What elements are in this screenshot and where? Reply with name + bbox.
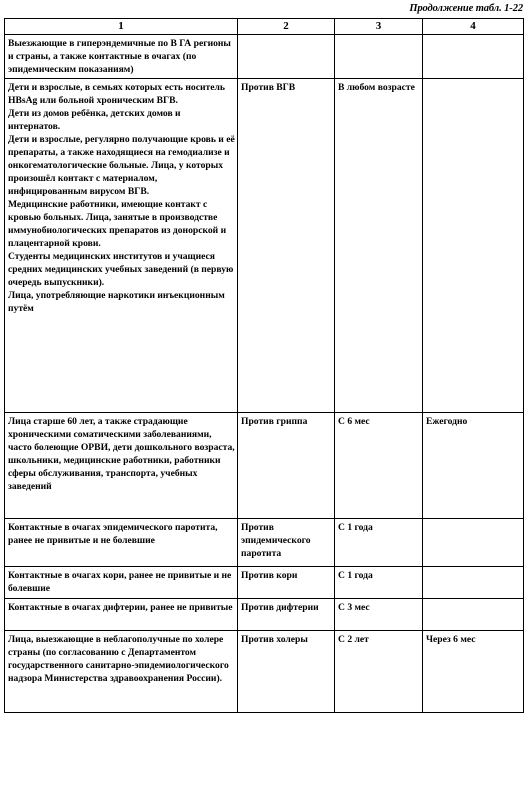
table-cell: [335, 79, 423, 413]
cell-text: Против эпидемического паротита: [241, 522, 311, 559]
column-header-3: 3: [335, 19, 423, 35]
cell-text: Через 6 мес: [426, 634, 476, 645]
column-header-2: 2: [238, 19, 335, 35]
table-cell: [423, 35, 524, 79]
table-cell: [5, 631, 238, 713]
cell-text: С 1 года: [338, 522, 373, 533]
table-cell: [423, 599, 524, 631]
table-row: [5, 631, 524, 713]
table-cell: [423, 631, 524, 713]
table-cell: [335, 599, 423, 631]
table-row: [5, 519, 524, 567]
table-row: [5, 413, 524, 519]
table-cell: [5, 599, 238, 631]
table-cell: [335, 35, 423, 79]
cell-text: Против кори: [241, 570, 298, 581]
vaccination-table: [4, 18, 524, 713]
column-header-4: 4: [423, 19, 524, 35]
cell-text: С 2 лет: [338, 634, 369, 645]
table-cell: [5, 79, 238, 413]
table-cell: [423, 79, 524, 413]
cell-text: С 3 мес: [338, 602, 370, 613]
table-caption: Продолжение табл. 1-22: [409, 3, 523, 14]
table-cell: [335, 567, 423, 599]
table-row: [5, 599, 524, 631]
cell-text: Против дифтерии: [241, 602, 319, 613]
table-cell: [423, 519, 524, 567]
cell-text: С 1 года: [338, 570, 373, 581]
table-cell: [335, 413, 423, 519]
table-cell: [5, 567, 238, 599]
table-cell: [238, 519, 335, 567]
table-cell: [238, 599, 335, 631]
cell-text: Против ВГВ: [241, 82, 296, 93]
table-cell: [238, 79, 335, 413]
cell-text: В любом возрасте: [338, 82, 415, 93]
table-cell: [335, 519, 423, 567]
cell-text: Контактные в очагах дифтерии, ранее не привитые: [8, 602, 233, 613]
table-cell: [5, 35, 238, 79]
table-cell: [5, 519, 238, 567]
table-cell: [238, 35, 335, 79]
table-row: [5, 567, 524, 599]
cell-text: Ежегодно: [426, 416, 468, 427]
cell-text: Лица, выезжающие в неблагополучные по холере страны (по согласованию с Департаментом государственного санитарно-эпидемиологического надзора Министерства здравоохранения России).: [8, 634, 229, 684]
table-cell: [5, 413, 238, 519]
table-row: [5, 79, 524, 413]
table-cell: [423, 413, 524, 519]
cell-text: Выезжающие в гиперэндемичные по В ГА регионы и страны, а также контактные в очагах (по эпидемическим показаниям): [8, 38, 231, 75]
header-row: [5, 19, 524, 35]
column-header-1: 1: [5, 19, 238, 35]
cell-text: Дети и взрослые, в семьях которых есть носитель HBsAg или больной хроническим ВГВ. Дети из домов ребёнка, детских домов и интернатов. Дети и взрослые, регулярно получающие кровь и её препараты, а также находящиеся на гемодиализе и онкогематологические больные. Лица, у которых произошёл контакт с материалом, инфицированным вирусом ВГВ. Медицинские работники, имеющие контакт с кровью больных. Лица, занятые в производстве иммунобиологических препаратов из донорской и плацентарной крови. Студенты медицинских институтов и учащиеся средних медицинских учебных заведений (в первую очередь выпускники). Лица, употребляющие наркотики инъекционным путём: [8, 82, 235, 314]
table-cell: [423, 567, 524, 599]
cell-text: Контактные в очагах кори, ранее не привитые и не болевшие: [8, 570, 232, 594]
table-cell: [238, 567, 335, 599]
cell-text: С 6 мес: [338, 416, 370, 427]
table-cell: [335, 631, 423, 713]
cell-text: Против холеры: [241, 634, 308, 645]
table-cell: [238, 413, 335, 519]
table-row: [5, 35, 524, 79]
cell-text: Против гриппа: [241, 416, 308, 427]
cell-text: Лица старше 60 лет, а также страдающие хроническими соматическими заболеваниями, часто болеющие ОРВИ, дети дошкольного возраста, школьники, медицинские работники, работники сферы обслуживания, транспорта, учебных заведений: [8, 416, 235, 492]
table-cell: [238, 631, 335, 713]
cell-text: Контактные в очагах эпидемического паротита, ранее не привитые и не болевшие: [8, 522, 218, 546]
